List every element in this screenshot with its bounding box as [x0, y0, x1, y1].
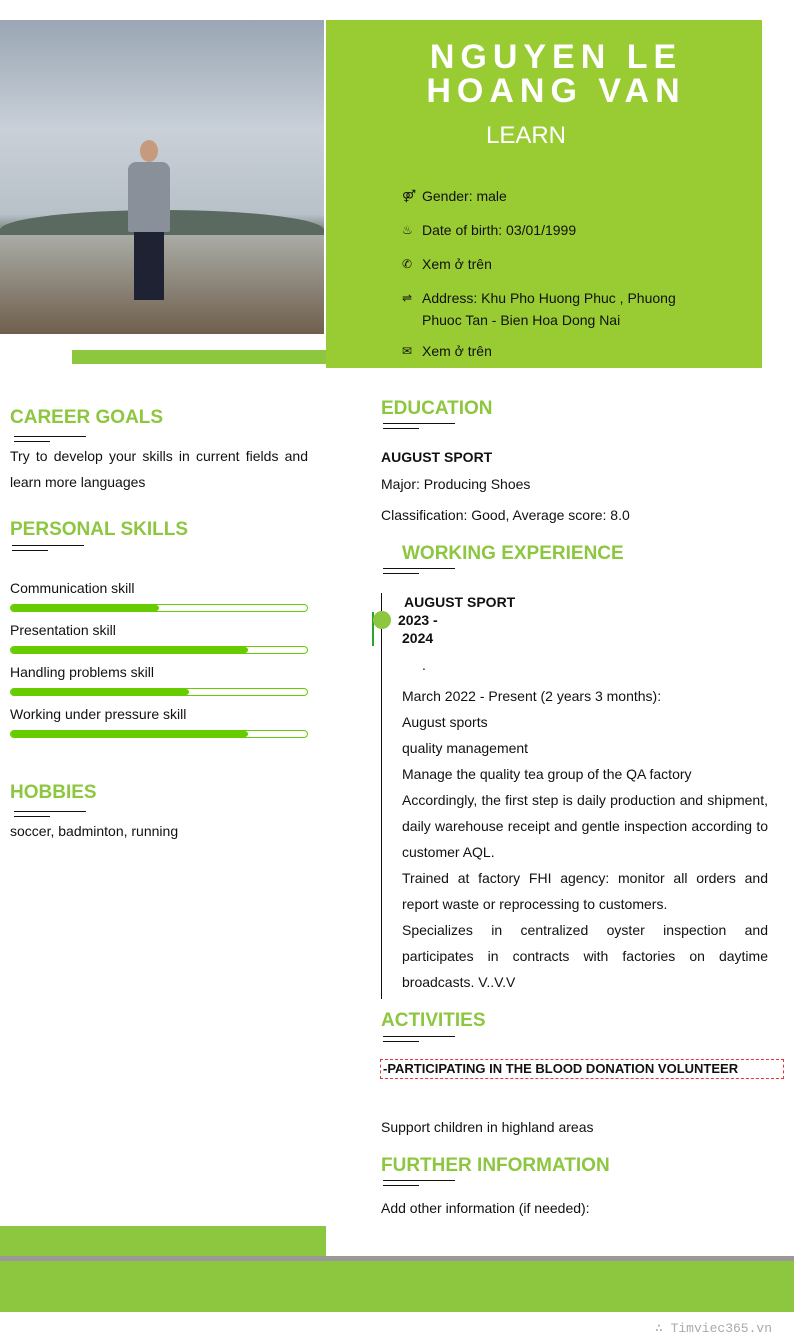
- header-panel: [326, 20, 762, 368]
- skill-label: Presentation skill: [10, 622, 116, 638]
- timeline-dot: [373, 611, 391, 629]
- activity-item[interactable]: -PARTICIPATING IN THE BLOOD DONATION VOLUNTEER: [380, 1059, 784, 1079]
- skill-label: Communication skill: [10, 580, 135, 596]
- profile-photo: [0, 20, 324, 334]
- experience-title: WORKING EXPERIENCE: [402, 543, 624, 564]
- further-info-title: FURTHER INFORMATION: [381, 1155, 610, 1176]
- career-goals-title: CAREER GOALS: [10, 407, 164, 428]
- signpost-icon: ⇌: [402, 291, 413, 305]
- education-title: EDUCATION: [381, 398, 493, 419]
- skill-label: Working under pressure skill: [10, 706, 187, 722]
- activities-title: ACTIVITIES: [381, 1010, 486, 1031]
- info-birth: ♨ Date of birth: 03/01/1999: [402, 219, 576, 241]
- skill-bar: [10, 730, 308, 738]
- envelope-icon: ✉: [402, 344, 413, 358]
- experience-period-start: 2023 -: [398, 612, 438, 628]
- birthday-cake-icon: ♨: [402, 223, 413, 237]
- skill-label: Handling problems skill: [10, 664, 154, 680]
- experience-company: AUGUST SPORT: [404, 594, 516, 610]
- experience-description: March 2022 - Present (2 years 3 months): August sports quality management Manage the quality tea group of the QA factory Accordingly, the first step is daily production and shipment, daily warehouse receipt and gentle inspection according to customer AQL. Trained at factory FHI agency: monitor all orders and report waste or reprocessing to customers. Specializes in centralized oyster inspection and participates in contracts with factories on daytime broadcasts. V..V.V: [402, 688, 768, 990]
- education-classification: Classification: Good, Average score: 8.0: [381, 507, 630, 523]
- decorative-bar: [72, 350, 326, 364]
- candidate-name: NGUYEN LE HOANG VAN: [426, 38, 686, 110]
- further-info-text: Add other information (if needed):: [381, 1200, 590, 1216]
- skill-bar: [10, 604, 308, 612]
- skill-bar: [10, 646, 308, 654]
- education-school: AUGUST SPORT: [381, 449, 493, 465]
- info-gender: ⚤ Gender: male: [402, 185, 507, 207]
- gender-icon: ⚤: [402, 189, 417, 203]
- personal-skills-title: PERSONAL SKILLS: [10, 519, 189, 540]
- phone-icon: ✆: [402, 257, 413, 271]
- info-phone: ✆ Xem ở trên: [402, 253, 492, 275]
- activity-text: Support children in highland areas: [381, 1119, 594, 1135]
- footer-bar: [0, 1261, 794, 1312]
- timeline-line: [381, 593, 382, 999]
- info-email: ✉ Xem ở trên: [402, 340, 492, 362]
- brand-watermark: ∴ Timviec365.vn: [654, 1321, 772, 1336]
- candidate-role: LEARN: [485, 122, 567, 149]
- career-goals-text: Try to develop your skills in current fields and learn more languages: [10, 448, 308, 490]
- info-address: ⇌ Address: Khu Pho Huong Phuc , Phuong Phuoc Tan - Bien Hoa Dong Nai: [402, 287, 692, 331]
- hobbies-title: HOBBIES: [10, 782, 97, 803]
- education-major: Major: Producing Shoes: [381, 476, 531, 492]
- hobbies-text: soccer, badminton, running: [10, 823, 179, 839]
- experience-period-end: 2024: [402, 630, 434, 646]
- skill-bar: [10, 688, 308, 696]
